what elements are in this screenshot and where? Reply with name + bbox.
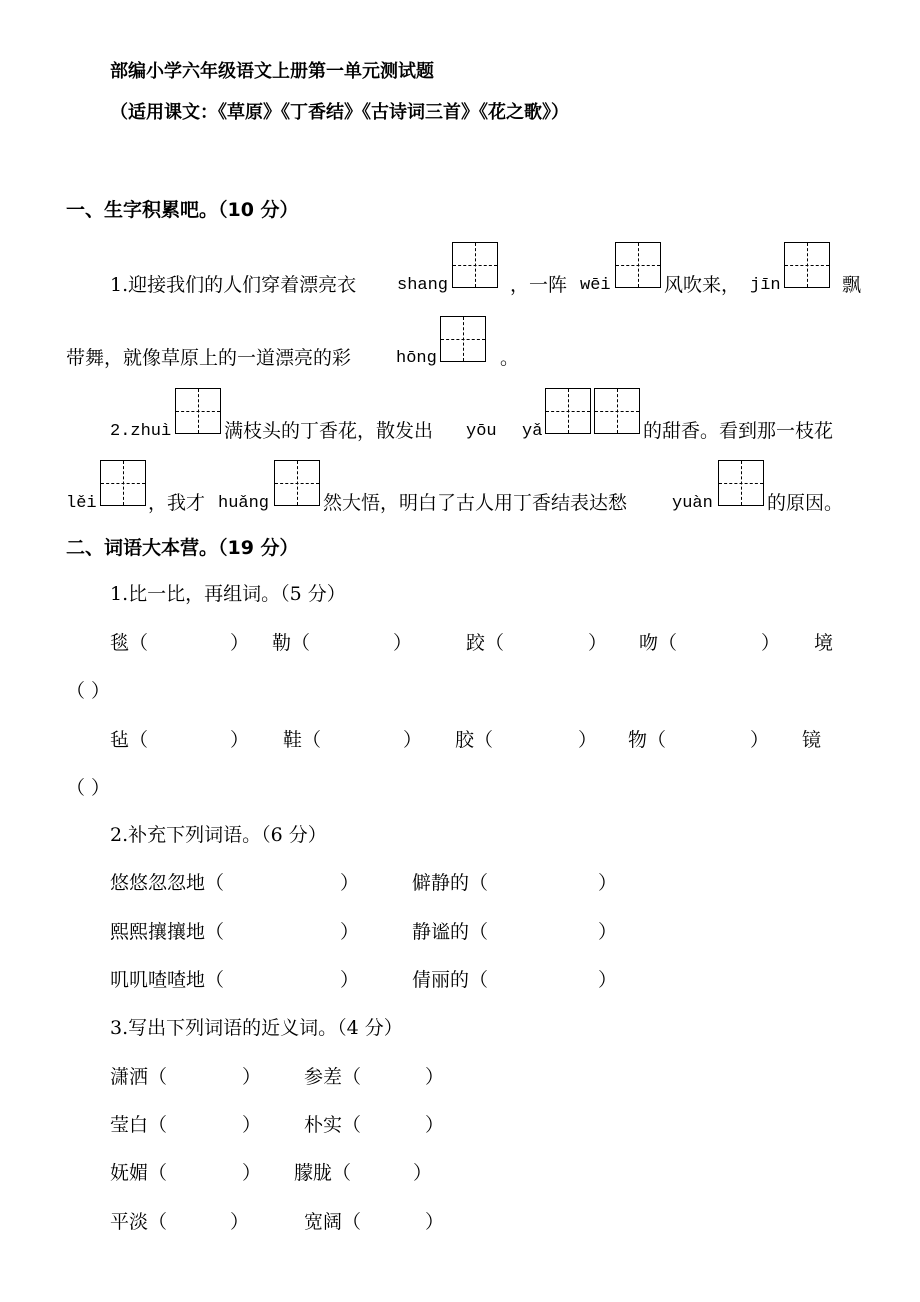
paren-close: ）: [242, 1114, 262, 1136]
char-box[interactable]: [440, 316, 486, 362]
q2-pinyin-2a: yōu: [466, 422, 497, 441]
q1-pinyin-1: shang: [397, 276, 449, 295]
s2-q1-label: 1.比一比，再组词。（5 分）: [110, 583, 346, 605]
fill-word: 熙熙攘攘地（: [110, 921, 225, 943]
paren-close: ）: [598, 969, 618, 991]
paren-close: ）: [230, 632, 250, 654]
q2-pinyin-2b: yǎ: [522, 422, 543, 441]
q2-text-3: ，我才: [148, 492, 206, 514]
fill-word: 悠悠忽忽地（: [110, 872, 225, 894]
page-title: 部编小学六年级语文上册第一单元测试题: [110, 61, 434, 82]
q1-text-5: 带舞，就像草原上的一道漂亮的彩: [66, 347, 352, 369]
q1-text-6: 。: [500, 347, 520, 369]
compare-word: 毯（: [110, 632, 149, 654]
paren-close: ）: [761, 632, 781, 654]
section-2-heading: 二、词语大本营。（19 分）: [66, 537, 299, 559]
paren-close: ）: [413, 1162, 433, 1184]
paren-close: ）: [425, 1066, 445, 1088]
q1-pinyin-2: wēi: [580, 276, 611, 295]
fill-word: 倩丽的（: [412, 969, 489, 991]
s2-q3-label: 3.写出下列词语的近义词。（4 分）: [110, 1017, 403, 1039]
section-1-heading: 一、生字积累吧。（10 分）: [66, 199, 299, 221]
compare-word: 勒（: [272, 632, 311, 654]
q2-pinyin-5: yuàn: [672, 494, 713, 513]
paren-close: ）: [425, 1211, 445, 1233]
char-box[interactable]: [784, 242, 830, 288]
q1-text-4: 飘: [842, 274, 862, 296]
paren-close: ）: [242, 1066, 262, 1088]
synonym-word: 参差（: [304, 1066, 362, 1088]
q1-pinyin-4: hōng: [396, 349, 437, 368]
paren-close: ）: [750, 729, 770, 751]
compare-word: 鞋（: [283, 729, 322, 751]
char-box[interactable]: [718, 460, 764, 506]
q1-pinyin-3: jīn: [750, 276, 781, 295]
compare-word: 跤（: [466, 632, 505, 654]
paren-close: ）: [588, 632, 608, 654]
compare-word: 胶（: [455, 729, 494, 751]
synonym-word: 妩媚（: [110, 1162, 168, 1184]
paren-close: ）: [340, 921, 360, 943]
fill-word: 叽叽喳喳地（: [110, 969, 225, 991]
paren-close: ）: [230, 729, 250, 751]
paren-close: ）: [578, 729, 598, 751]
synonym-word: 朦胧（: [294, 1162, 352, 1184]
char-box[interactable]: [545, 388, 591, 434]
char-box[interactable]: [452, 242, 498, 288]
paren-close: ）: [230, 1211, 250, 1233]
fill-word: 静谧的（: [412, 921, 489, 943]
answer-blank: （ ）: [66, 777, 111, 799]
synonym-word: 潇洒（: [110, 1066, 168, 1088]
q2-pinyin-1: 2.zhuì: [110, 422, 172, 441]
q2-text-1: 满枝头的丁香花，散发出: [224, 420, 434, 442]
char-box[interactable]: [175, 388, 221, 434]
paren-close: ）: [425, 1114, 445, 1136]
char-box[interactable]: [274, 460, 320, 506]
page-subtitle: （适用课文：《草原》《丁香结》《古诗词三首》《花之歌》）: [110, 102, 569, 123]
compare-word: 镜: [802, 729, 822, 751]
paren-close: ）: [242, 1162, 262, 1184]
q1-text-1: 1.迎接我们的人们穿着漂亮衣: [110, 274, 357, 296]
paren-close: ）: [340, 969, 360, 991]
paren-close: ）: [598, 872, 618, 894]
paren-close: ）: [393, 632, 413, 654]
q1-text-2: ，一阵: [510, 274, 568, 296]
synonym-word: 莹白（: [110, 1114, 168, 1136]
paren-close: ）: [598, 921, 618, 943]
q1-text-3: 风吹来，: [664, 274, 741, 296]
q2-text-5: 的原因。: [767, 492, 844, 514]
q2-text-4: 然大悟，明白了古人用丁香结表达愁: [323, 492, 628, 514]
q2-text-2: 的甜香。看到那一枝花: [643, 420, 834, 442]
char-box[interactable]: [615, 242, 661, 288]
compare-word: 吻（: [639, 632, 678, 654]
paren-close: ）: [340, 872, 360, 894]
synonym-word: 宽阔（: [304, 1211, 362, 1233]
compare-word: 物（: [628, 729, 667, 751]
char-box[interactable]: [594, 388, 640, 434]
char-box[interactable]: [100, 460, 146, 506]
fill-word: 僻静的（: [412, 872, 489, 894]
synonym-word: 朴实（: [304, 1114, 362, 1136]
compare-word: 境: [814, 632, 834, 654]
paren-close: ）: [403, 729, 423, 751]
synonym-word: 平淡（: [110, 1211, 168, 1233]
q2-pinyin-4: huǎng: [218, 494, 270, 513]
q2-pinyin-3: lěi: [66, 494, 97, 513]
answer-blank: （ ）: [66, 680, 111, 702]
compare-word: 毡（: [110, 729, 149, 751]
s2-q2-label: 2.补充下列词语。（6 分）: [110, 824, 327, 846]
